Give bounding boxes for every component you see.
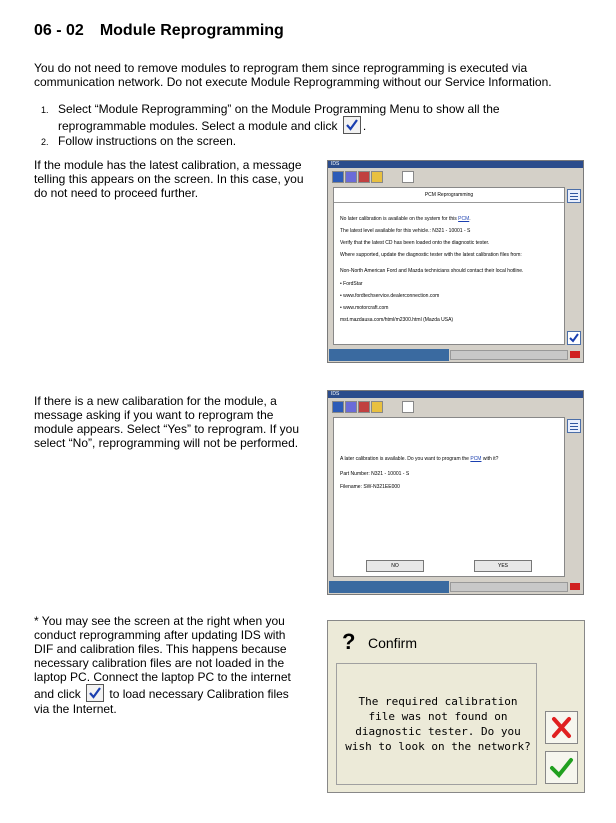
screen-line-3: Verify that the latest CD has been loaded onto the diagnostic tester. — [340, 240, 490, 246]
back-icon — [332, 401, 344, 413]
toolbox-icon — [345, 171, 357, 183]
section2-text: If there is a new calibaration for the module, a message asking if you want to reprogram the module appears. Select “Yes” to reprogram. If you select “No”, reprogramming will not be performed. — [34, 394, 300, 450]
screen-content — [333, 417, 565, 577]
list-icon[interactable] — [567, 419, 581, 433]
cross-icon — [549, 715, 574, 740]
section1-text: If the module has the latest calibration, a message telling this appears on the screen. In this case, you do not need to proceed further. — [34, 158, 304, 200]
status-bar — [329, 581, 582, 593]
tools-icon — [358, 401, 370, 413]
filename: Filename: SW-N321EE000 — [340, 484, 400, 490]
intro-paragraph: You do not need to remove modules to reprogram them since reprogramming is executed via communication network. Do not execute Module Reprogramming without our Service Information. — [34, 61, 552, 89]
window-controls — [561, 392, 582, 397]
list-icon[interactable] — [567, 189, 581, 203]
screen-line-9: mst.mazdausa.com/html/m2300.html (Mazda USA) — [340, 317, 454, 323]
status-bar — [329, 349, 582, 361]
session-icon — [371, 401, 383, 413]
connection-icon — [570, 583, 580, 590]
step-text: Follow instructions on the screen. — [58, 134, 237, 148]
side-panel — [566, 187, 581, 347]
steps-list — [34, 102, 554, 148]
part-number: Part Number: N321 - 10001 - S — [340, 471, 410, 477]
screen-line-2: The latest level available for this vehicle.: N321 - 10001 - S — [340, 228, 471, 234]
section3-text — [34, 614, 304, 716]
toolbox-icon — [345, 401, 357, 413]
message-box — [336, 663, 537, 785]
screen-line-1: No later calibration is available on the system for this PCM. — [340, 216, 471, 222]
toolbar — [329, 169, 582, 185]
screen-line-7: • www.fordtechservice.dealerconnection.com — [340, 293, 440, 299]
section3-text-end: to load necessary Calibration files via the Internet. — [34, 687, 289, 716]
page-title — [34, 22, 284, 40]
window-titlebar — [328, 391, 583, 398]
pointer-icon — [402, 171, 414, 183]
section3-text-start: * You may see the screen at the right when you conduct reprogramming after updating IDS with DIF and calibration files. This happens because necessary calibration files are not loaded in the laptop PC. Connect the laptop PC to the internet and click — [34, 614, 291, 701]
step-text-end: . — [362, 119, 367, 133]
section-number: 06 - 02 — [34, 22, 84, 39]
tick-icon[interactable] — [567, 331, 581, 345]
ok-button[interactable] — [545, 751, 578, 784]
ids-screen-new-calibration — [327, 390, 584, 595]
confirm-dialog — [327, 620, 585, 793]
window-titlebar — [328, 161, 583, 168]
toolbar — [329, 399, 582, 415]
side-panel — [566, 417, 581, 577]
pointer-icon — [402, 401, 414, 413]
ids-screen-latest — [327, 160, 584, 363]
screen-line-4: Where supported, update the diagnostic tester with the latest calibration files from: — [340, 252, 522, 258]
step-1 — [34, 102, 554, 134]
step-number: 2. — [41, 137, 49, 147]
window-title: IDS — [331, 391, 340, 397]
check-icon — [549, 755, 574, 780]
yes-button[interactable]: YES — [474, 560, 532, 572]
screen-line-6: • FordStar — [340, 281, 363, 287]
step-2 — [34, 134, 554, 148]
no-button[interactable]: NO — [366, 560, 424, 572]
step-text: Select “Module Reprogramming” on the Module Programming Menu to show all the reprogrammable modules. Select a module and click — [58, 102, 500, 133]
window-title: IDS — [331, 161, 340, 167]
screen-content — [333, 187, 565, 345]
session-icon — [371, 171, 383, 183]
checkmark-button-icon — [86, 684, 104, 702]
dialog-title: Confirm — [368, 635, 418, 651]
back-icon — [332, 171, 344, 183]
checkmark-button-icon — [343, 116, 361, 134]
window-controls — [561, 162, 582, 167]
screen-question: A later calibration is available. Do you want to program the PCM with it? — [340, 456, 499, 462]
tools-icon — [358, 171, 370, 183]
step-number: 1. — [41, 105, 49, 115]
screen-header: PCM Reprogramming — [334, 188, 564, 203]
connection-icon — [570, 351, 580, 358]
screen-line-8: • www.motorcraft.com — [340, 305, 389, 311]
cancel-button[interactable] — [545, 711, 578, 744]
section-title: Module Reprogramming — [99, 22, 284, 39]
dialog-message: The required calibration file was not found on diagnostic tester. Do you wish to look on the network? — [345, 695, 531, 753]
question-icon: ? — [342, 629, 356, 654]
screen-line-5: Non-North American Ford and Mazda technicians should contact their local hotline. — [340, 268, 524, 274]
